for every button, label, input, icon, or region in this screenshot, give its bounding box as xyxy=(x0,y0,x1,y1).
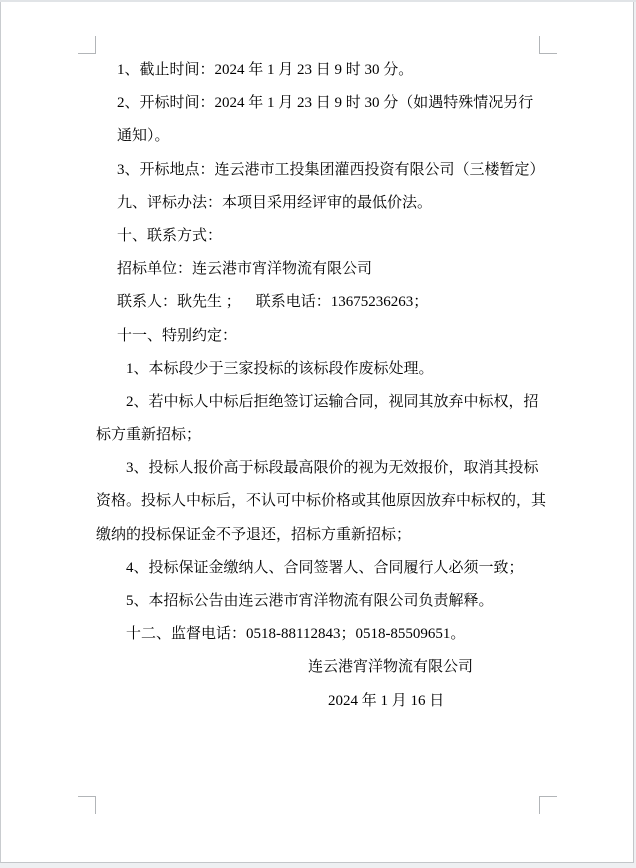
document-body xyxy=(96,54,547,718)
doc-line: 十一、特别约定： xyxy=(117,327,238,344)
doc-line: 5、本招标公告由连云港市宵洋物流有限公司负责解释。 xyxy=(126,593,494,609)
doc-line: 2、开标时间：2024 年 1 月 23 日 9 时 30 分（如遇特殊情况另行 xyxy=(117,95,534,112)
doc-line: 2、若中标人中标后拒绝签订运输合同，视同其放弃中标权，招 xyxy=(126,393,539,410)
doc-line: 标方重新招标； xyxy=(96,427,202,444)
margin-crop-mark-bottom-left xyxy=(78,796,96,814)
doc-line: 连云港宵洋物流有限公司 xyxy=(308,659,474,676)
doc-line: 1、截止时间：2024 年 1 月 23 日 9 时 30 分。 xyxy=(117,62,414,78)
doc-line: 招标单位：连云港市宵洋物流有限公司 xyxy=(117,261,373,278)
margin-crop-mark-top-left xyxy=(78,36,96,54)
doc-line: 缴纳的投标保证金不予退还，招标方重新招标； xyxy=(96,526,412,543)
margin-crop-mark-top-right xyxy=(539,36,557,54)
doc-line: 1、本标段少于三家投标的该标段作废标处理。 xyxy=(126,360,434,377)
doc-line: 3、投标人报价高于标段最高限价的视为无效报价，取消其投标 xyxy=(126,460,539,477)
doc-line: 联系人：耿先生 ； 联系电话：13675236263； xyxy=(117,294,429,311)
margin-crop-mark-bottom-right xyxy=(539,796,557,814)
doc-line: 资格。投标人中标后，不认可中标价格或其他原因放弃中标权的，其 xyxy=(96,493,547,510)
doc-line: 通知）。 xyxy=(117,128,170,145)
doc-line: 十二、监督电话：0518-88112843；0518-85509651。 xyxy=(126,626,466,643)
doc-line: 4、投标保证金缴纳人、合同签署人、合同履行人必须一致； xyxy=(126,559,524,576)
doc-line: 2024 年 1 月 16 日 xyxy=(328,692,445,709)
doc-line: 3、开标地点：连云港市工投集团灌西投资有限公司（三楼暂定） xyxy=(117,161,545,178)
doc-line: 十、联系方式： xyxy=(117,227,223,244)
document-page xyxy=(0,2,634,863)
doc-line: 九、评标办法：本项目采用经评审的最低价法。 xyxy=(117,194,433,211)
